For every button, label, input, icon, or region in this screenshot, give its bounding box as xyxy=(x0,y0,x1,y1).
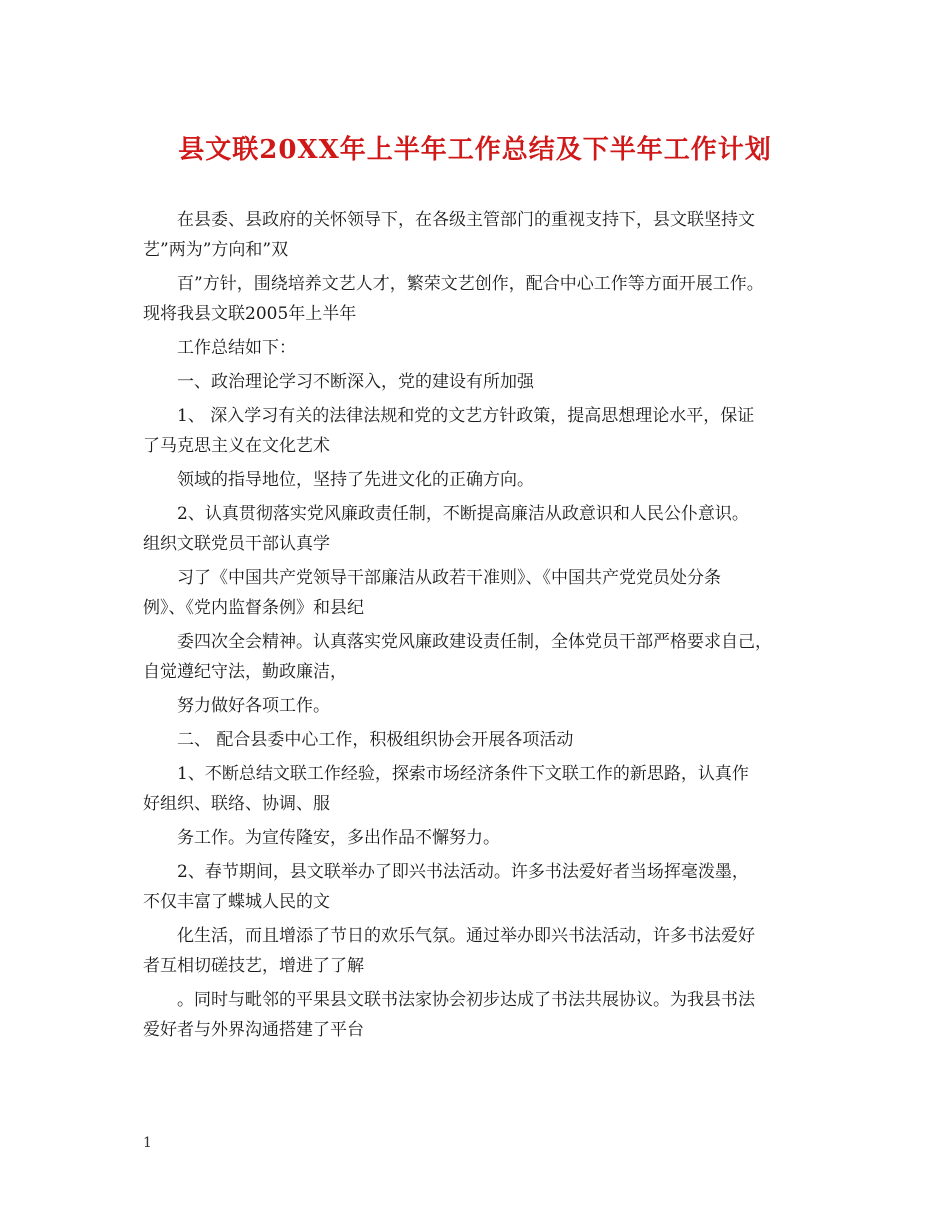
paragraph-continuation-line: 爱好者与外界沟通搭建了平台 xyxy=(143,1020,364,1040)
paragraph-line: 在县委、县政府的关怀领导下，在各级主管部门的重视支持下，县文联坚持文 xyxy=(177,210,755,230)
document-body xyxy=(143,205,828,1049)
paragraph-line: 工作总结如下： xyxy=(177,338,296,358)
body-paragraph xyxy=(143,759,828,819)
paragraph-line: 。同时与毗邻的平果县文联书法家协会初步达成了书法共展协议。为我县书法 xyxy=(177,990,755,1010)
paragraph-continuation-line: 不仅丰富了蝶城人民的文 xyxy=(143,892,330,912)
paragraph-continuation-line: 者互相切磋技艺，增进了了解 xyxy=(143,956,364,976)
body-paragraph xyxy=(143,367,828,397)
paragraph-line: 1、不断总结文联工作经验，探索市场经济条件下文联工作的新思路，认真作 xyxy=(177,764,749,784)
body-paragraph xyxy=(143,985,828,1045)
page-number: 1 xyxy=(143,1135,152,1151)
body-paragraph xyxy=(143,205,828,265)
paragraph-line: 2、春节期间，县文联举办了即兴书法活动。许多书法爱好者当场挥毫泼墨， xyxy=(177,862,749,882)
paragraph-line: 百”方针，围绕培养文艺人才，繁荣文艺创作，配合中心工作等方面开展工作。 xyxy=(177,274,764,294)
body-paragraph xyxy=(143,921,828,981)
body-paragraph xyxy=(143,333,828,363)
paragraph-line: 一、政治理论学习不断深入，党的建设有所加强 xyxy=(177,372,534,392)
paragraph-continuation-line: 了马克思主义在文化艺术 xyxy=(143,436,330,456)
paragraph-line: 领域的指导地位，坚持了先进文化的正确方向。 xyxy=(177,470,534,490)
body-paragraph xyxy=(143,269,828,329)
body-paragraph xyxy=(143,401,828,461)
body-paragraph xyxy=(143,563,828,623)
paragraph-line: 务工作。为宣传隆安，多出作品不懈努力。 xyxy=(177,828,500,848)
paragraph-continuation-line: 现将我县文联2005年上半年 xyxy=(143,304,357,324)
paragraph-continuation-line: 例》、《党内监督条例》和县纪 xyxy=(143,598,364,618)
paragraph-continuation-line: 组织文联党员干部认真学 xyxy=(143,534,330,554)
paragraph-line: 化生活，而且增添了节日的欢乐气氛。通过举办即兴书法活动，许多书法爱好 xyxy=(177,926,755,946)
paragraph-line: 二、 配合县委中心工作，积极组织协会开展各项活动 xyxy=(177,730,574,750)
paragraph-line: 习了《中国共产党领导干部廉洁从政若干准则》、《中国共产党党员处分条 xyxy=(177,568,721,588)
body-paragraph xyxy=(143,857,828,917)
body-paragraph xyxy=(143,823,828,853)
paragraph-line: 委四次全会精神。认真落实党风廉政建设责任制，全体党员干部严格要求自己， xyxy=(177,632,772,652)
paragraph-line: 2、认真贯彻落实党风廉政责任制，不断提高廉洁从政意识和人民公仆意识。 xyxy=(177,504,749,524)
body-paragraph xyxy=(143,725,828,755)
body-paragraph xyxy=(143,499,828,559)
paragraph-continuation-line: 艺”两为”方向和”双 xyxy=(143,240,289,260)
document-title: 县文联20XX年上半年工作总结及下半年工作计划 xyxy=(178,135,772,165)
paragraph-line: 1、 深入学习有关的法律法规和党的文艺方针政策，提高思想理论水平，保证 xyxy=(177,406,755,426)
paragraph-line: 努力做好各项工作。 xyxy=(177,696,330,716)
body-paragraph xyxy=(143,465,828,495)
paragraph-continuation-line: 自觉遵纪守法，勤政廉洁， xyxy=(143,662,347,682)
body-paragraph xyxy=(143,627,828,687)
paragraph-continuation-line: 好组织、联络、协调、服 xyxy=(143,794,330,814)
body-paragraph xyxy=(143,691,828,721)
